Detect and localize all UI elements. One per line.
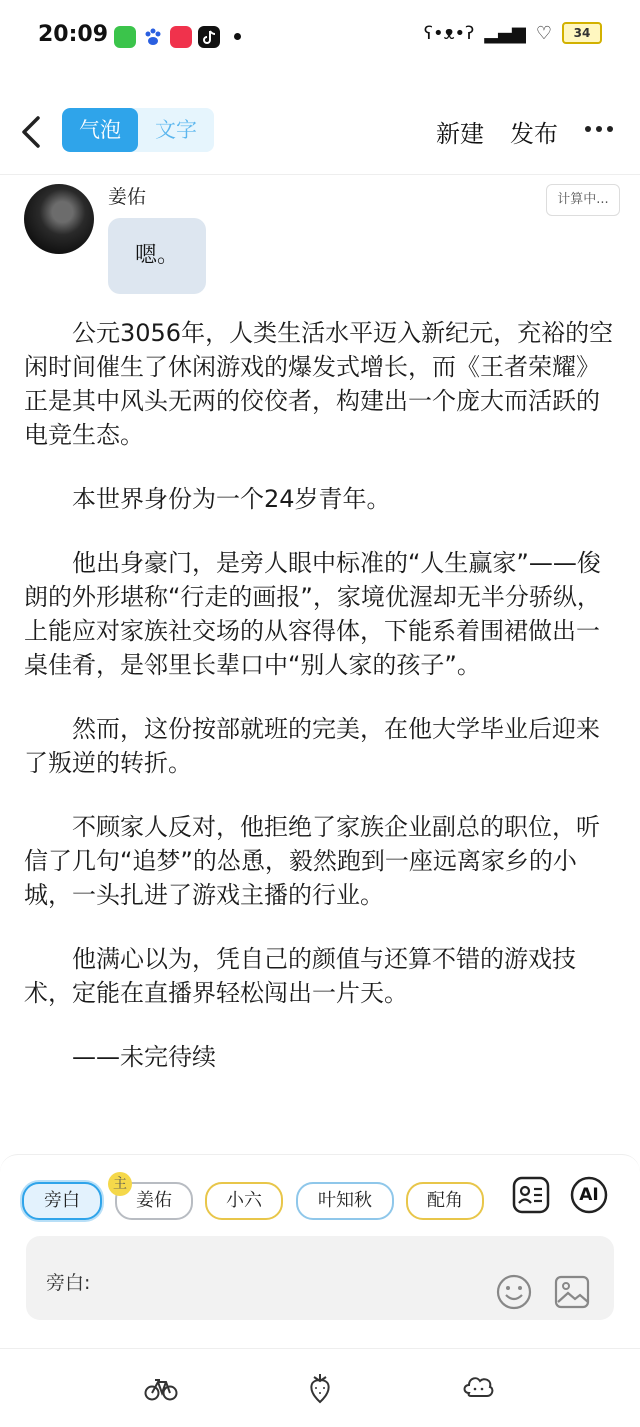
baidu-paw-icon xyxy=(142,26,164,48)
more-options-icon[interactable] xyxy=(585,126,613,132)
article-paragraph: 本世界身份为一个24岁青年。 xyxy=(72,485,391,513)
chip-supporting-role[interactable]: 配角 xyxy=(406,1182,484,1220)
main-character-badge: 主 xyxy=(108,1172,132,1196)
cloud-flower-icon xyxy=(461,1371,495,1405)
profile-card-icon xyxy=(512,1176,550,1214)
nav-bar xyxy=(0,100,640,164)
signal-icon: ▂▄▆ xyxy=(484,22,526,44)
message-bubble[interactable]: 嗯。 xyxy=(108,218,206,294)
publish-button[interactable]: 发布 xyxy=(510,120,558,148)
chevron-left-icon xyxy=(18,114,48,150)
battery-icon: 34 xyxy=(562,22,602,44)
status-bar xyxy=(0,0,640,72)
article-paragraph: 他满心以为，凭自己的颜值与还算不错的游戏技术，定能在直播界轻松闯出一片天。 xyxy=(24,945,576,1007)
status-time: 20:09 xyxy=(38,22,109,47)
chip-xiao-liu[interactable]: 小六 xyxy=(205,1182,283,1220)
bicycle-icon xyxy=(144,1371,178,1405)
view-mode-toggle xyxy=(62,108,214,152)
new-button[interactable]: 新建 xyxy=(436,120,484,148)
notification-dot xyxy=(234,33,241,40)
ai-button[interactable] xyxy=(570,1176,608,1214)
tab-text[interactable]: 文字 xyxy=(155,118,197,142)
chip-narrator[interactable]: 旁白 xyxy=(22,1182,102,1220)
avatar[interactable] xyxy=(24,184,94,254)
tiktok-icon xyxy=(198,26,220,48)
strawberry-icon xyxy=(303,1371,337,1405)
chip-jiang-you[interactable]: 姜佑 xyxy=(115,1182,193,1220)
music-app-icon xyxy=(170,26,192,48)
ai-label: AI xyxy=(579,1185,599,1205)
phone-app-icon xyxy=(114,26,136,48)
tab-bubble[interactable]: 气泡 xyxy=(62,108,138,152)
status-badge: 计算中... xyxy=(546,184,620,216)
tab-cloud[interactable] xyxy=(461,1371,495,1405)
image-icon xyxy=(554,1274,590,1310)
article-body xyxy=(24,316,616,1104)
sender-name: 姜佑 xyxy=(108,186,147,208)
bottom-tab-bar xyxy=(0,1348,640,1427)
article-paragraph: ——未完待续 xyxy=(72,1043,216,1071)
dialogue-input[interactable] xyxy=(26,1236,614,1320)
bear-icon: ʕ•ᴥ•ʔ xyxy=(423,22,475,44)
tab-bicycle[interactable] xyxy=(144,1371,178,1405)
emoji-button[interactable] xyxy=(496,1274,532,1310)
input-speaker-label: 旁白: xyxy=(46,1272,91,1294)
system-icons xyxy=(424,22,602,44)
article-paragraph: 然而，这份按部就班的完美，在他大学毕业后迎来了叛逆的转折。 xyxy=(24,715,600,777)
heart-icon: ♡ xyxy=(535,22,552,44)
smile-icon xyxy=(496,1274,532,1310)
back-button[interactable] xyxy=(18,114,48,150)
image-button[interactable] xyxy=(554,1274,590,1310)
article-paragraph: 公元3056年，人类生活水平迈入新纪元，充裕的空闲时间催生了休闲游戏的爆发式增长，而《王者荣耀》正是其中风头无两的佼佼者，构建出一个庞大而活跃的电竞生态。 xyxy=(24,319,614,449)
character-manage-button[interactable] xyxy=(512,1176,550,1214)
article-paragraph: 他出身豪门，是旁人眼中标准的“人生赢家”——俊朗的外形堪称“行走的画报”，家境优渥却无半分骄纵，上能应对家族社交场的从容得体，下能系着围裙做出一桌佳肴，是邻里长辈口中“别人家的孩子”。 xyxy=(24,549,601,679)
tab-strawberry[interactable] xyxy=(303,1371,337,1405)
chip-ye-zhi-qiu[interactable]: 叶知秋 xyxy=(296,1182,394,1220)
article-paragraph: 不顾家人反对，他拒绝了家族企业副总的职位，听信了几句“追梦”的怂恿，毅然跑到一座远离家乡的小城，一头扎进了游戏主播的行业。 xyxy=(24,813,600,909)
divider xyxy=(0,174,640,175)
